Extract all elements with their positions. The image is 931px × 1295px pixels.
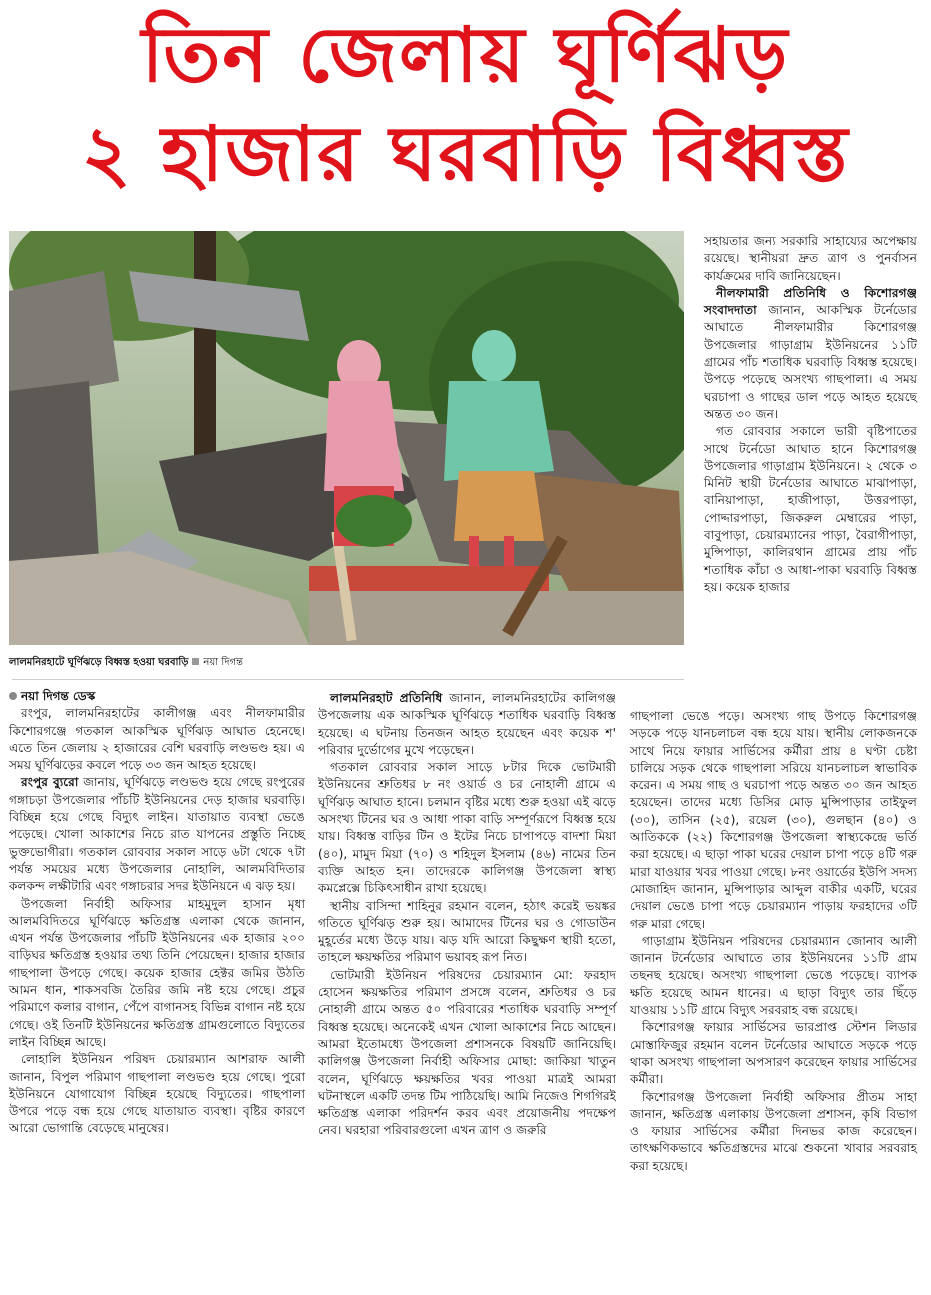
storm-damage-photo-art	[9, 231, 684, 645]
divider	[12, 679, 684, 680]
paragraph: উপজেলা নির্বাহী অফিসার মাহমুদুল হাসান মৃধা আলমবিদিতরে ঘূর্ণিঝড়ে ক্ষতিগ্রস্ত এলাকা থেকে জানান, এখন পর্যন্ত উপজেলার পাঁচটি ইউনিয়নের এক হাজার ২০০ বাড়িঘর ক্ষতিগ্রস্ত হওয়ার তথ্য তিনি পেয়েছেন। হাজার হাজার গাছপালা উপড়ে গেছে। কয়েক হাজার হেক্টর জমির উঠতি আমন ধান, শাকসবজি তৈরির জমি নষ্ট হয়ে গেছে। প্রচুর পরিমাণে কলার বাগান, পেঁপে বাগানসহ বিভিন্ন বাগান নষ্ট হয়ে গেছে। ওই তিনটি ইউনিয়নের ক্ষতিগ্রস্ত গ্রামগুলোতে বিদ্যুতের লাইন বিচ্ছিন্ন আছে।	[9, 896, 305, 1049]
paragraph: রংপুর, লালমনিরহাটের কালীগঞ্জ এবং নীলফামারীর কিশোরগঞ্জে গতকাল আকস্মিক ঘূর্ণিঝড় আঘাত হেনেছে। এতে তিন জেলায় ২ হাজারের বেশি ঘরবাড়ি লণ্ডভণ্ড হয়। এ সময় ঘূর্ণিঝড়ের কবলে পড়ে ৩৩ জন আহত হয়েছে।	[9, 706, 305, 773]
byline: নীলফামারী প্রতিনিধি ও কিশোরগঞ্জ সংবাদদাতা	[704, 285, 917, 318]
byline: রংপুর ব্যুরো	[21, 775, 79, 790]
headline-line-1: তিন জেলায় ঘূর্ণিঝড়	[141, 10, 790, 99]
desk-label-text: নয়া দিগন্ত ডেস্ক	[21, 689, 96, 703]
desk-label	[9, 688, 305, 705]
paragraph: ভোটমারী ইউনিয়ন পরিষদের চেয়ারম্যান মো: ফরহাদ হোসেন ক্ষয়ক্ষতির পরিমাণ প্রসঙ্গে বলেন, শ্রুতিধর ও চর নোহালী গ্রামে অন্তত ৫০ পরিবারের শতাধিক ঘরবাড়ি সম্পূর্ণ বিধ্বস্ত হয়েছে। অনেকেই এখন খোলা আকাশের নিচে আছেন। আমরা ইতোমধ্যে উপজেলা প্রশাসনকে বিষয়টি জানিয়েছি। কালিগঞ্জ উপজেলা নির্বাহী অফিসার মোছা: জাকিয়া খাতুন বলেন, ঘূর্ণিঝড়ে ক্ষয়ক্ষতির খবর পাওয়া মাত্রই আমরা ঘটনাস্থলে একটি তদন্ত টিম পাঠিয়েছি। আমি নিজেও শিগগিরই ক্ষতিগ্রস্ত এলাকা পরিদর্শন করব এবং প্রয়োজনীয় পদক্ষেপ নেব। ঘরহারা পরিবারগুলো এখন ত্রাণ ও জরুরি	[318, 967, 616, 1138]
paragraph: গত রোববার সকালে ভারী বৃষ্টিপাতের সাথে টর্নেডো আঘাত হানে কিশোরগঞ্জ উপজেলার গাড়াগ্রাম ইউনিয়নে। ২ থেকে ৩ মিনিট স্থায়ী টর্নেডোর আঘাতে মাঝাপাড়া, বানিয়াপাড়া, হাজীপাড়া, উত্তরপাড়া, পোদ্দারপাড়া, জিকরুল মেম্বারের পাড়া, বাবুপাড়া, চেয়ারম্যানের পাড়া, বৈরাগীপাড়া, মুন্সিপাড়া, কালিরথান গ্রামের প্রায় পাঁচ শতাধিক কাঁচা ও আধা-পাকা ঘরবাড়ি বিধ্বস্ত হয়। কয়েক হাজার	[704, 424, 917, 594]
caption-credit: নয়া দিগন্ত	[203, 657, 243, 668]
paragraph: গতকাল রোববার সকাল সাড়ে ৮টার দিকে ভোটমারী ইউনিয়নের শ্রুতিধর ৮ নং ওয়ার্ড ও চর নোহালী গ্রামে এ ঘূর্ণিঝড় আঘাত হানে। চলমান বৃষ্টির মধ্যে শুরু হওয়া এই ঝড়ে অসংখ্য টিনের ঘর ও আধা পাকা বাড়ি সম্পূর্ণরূপে বিধ্বস্ত হয়ে যায়। বিধ্বস্ত বাড়ির টিন ও ইটের নিচে চাপাপড়ে বাদশা মিয়া (৪০), মামুদ মিয়া (৭০) ও শহিদুল ইসলাম (৪৬) নামের তিন ব্যক্তি আহত হন। তাদেরকে কালিগঞ্জ উপজেলা স্বাস্থ্য কমপ্লেক্সে চিকিৎসাধীন রাখা হয়েছে।	[318, 760, 616, 896]
square-icon	[192, 658, 199, 665]
paragraph: কিশোরগঞ্জ ফায়ার সার্ভিসের ভারপ্রাপ্ত স্টেশন লিডার মোস্তাফিজুর রহমান বলেন টর্নেডোর আঘাতে সড়কে পড়ে থাকা অসংখ্য গাছপালা অপসারণ করেছেন ফায়ার সার্ভিসের কর্মীরা।	[630, 1020, 917, 1087]
headline	[0, 6, 931, 204]
article-column-2	[318, 690, 616, 1140]
photo-caption	[9, 652, 684, 674]
paragraph: স্থানীয় বাসিন্দা শাহিনুর রহমান বলেন, হঠাৎ করেই ভয়ঙ্কর গতিতে ঘূর্ণিঝড় শুরু হয়। আমাদের টিনের ঘর ও গোডাউন মুহূর্তের মধ্যে উড়ে যায়। ঝড় যদি আরো কিছুক্ষণ স্থায়ী হতো, তাহলে ক্ষয়ক্ষতির পরিমাণ ভয়াবহ রূপ নিত।	[318, 898, 616, 965]
paragraph-text: জানান, লালমনিরহাটের কালিগঞ্জ উপজেলায় এক আকস্মিক ঘূর্ণিঝড়ে শতাধিক ঘরবাড়ি বিধ্বস্ত হয়েছে। এ ঘটনায় তিনজন আহত হয়েছেন এবং কয়েক শ' পরিবার দুর্ভোগের মুখে পড়েছেন।	[318, 691, 617, 757]
article-column-1	[9, 688, 305, 1138]
paragraph	[318, 690, 616, 759]
headline-line-2: ২ হাজার ঘরবাড়ি বিধ্বস্ত	[81, 109, 850, 198]
paragraph-text: জানায়, ঘূর্ণিঝড়ে লণ্ডভণ্ড হয়ে গেছে রংপুরের গঙ্গাচড়া উপজেলার পাঁচটি ইউনিয়নের দেড় হাজার ঘরবাড়ি। বিচ্ছিন্ন হয়ে গেছে বিদ্যুৎ লাইন। যাতায়াত ব্যবস্থা ভেঙে পড়েছে। খোলা আকাশের নিচে রাত যাপনের প্রস্তুতি নিচ্ছে ভুক্তভোগীরা। গতকাল রোববার সকাল সাড়ে ৬টা থেকে ৭টা পর্যন্ত সময়ের মধ্যে উপজেলার নোহালি, আলমবিদিতার কলকন্দ লক্ষীটারি এবং গঙ্গাচরার সদর ইউনিয়নে এ ঝড় হয়।	[9, 775, 305, 894]
byline: লালমনিরহাট প্রতিনিধি	[330, 691, 443, 705]
paragraph: লোহালি ইউনিয়ন পরিষদ চেয়ারম্যান আশরাফ আলী জানান, বিপুল পরিমাণ গাছপালা লণ্ডভণ্ড হয়ে গেছে। পুরো ইউনিয়নে যোগাযোগ বিচ্ছিন্ন হয়েছে বিদ্যুতের। গাছপালা উপরে পড়ে বন্ধ হয়ে গেছে যাতায়াত ব্যবস্থা। বৃষ্টির কারণে আরো ভোগান্তি বেড়েছে মানুষের।	[9, 1052, 305, 1136]
storm-damage-photo	[9, 231, 684, 645]
paragraph: গাছপালা ভেঙে পড়ে। অসংখ্য গাছ উপড়ে কিশোরগঞ্জ সড়কে পড়ে যানচলাচল বন্ধ হয়ে যায়। স্থানীয় লোকজনকে সাথে নিয়ে ফায়ার সার্ভিসের কর্মীরা প্রায় ৪ ঘণ্টা চেষ্টা চালিয়ে সড়ক থেকে গাছপালা সরিয়ে যানচলাচল স্বাভাবিক করেন। এ সময় গাছ ও ঘরচাপা পড়ে অন্তত ৩০ জন আহত হয়েছেন। তাদের মধ্যে ডিসির মোড় মুন্সিপাড়ার তাইফুল (৩০), তাসিন (২৫), রয়েল (৩০), গুলছান (৪০) ও আতিককে (২২) কিশোরগঞ্জ উপজেলা স্বাস্থ্যকেন্দ্রে ভর্তি করা হয়েছে। এ ছাড়া পাকা ঘরের দেয়াল চাপা পড়ে ৪টি গরু মারা যাওয়ার খবর পাওয়া গেছে। ৮নং ওয়ার্ডের ইউপি সদস্য মোজাহিদ জানান, মুন্সিপাড়ার আব্দুল বাকীর একটি, ঘরের দেয়াল ভেঙে চাপা পড়ে চেয়ারম্যান পাড়ায় ফরহাদের ৩টি গরু মারা গেছে।	[630, 709, 917, 931]
paragraph: গাড়াগ্রাম ইউনিয়ন পরিষদের চেয়ারম্যান জোনাব আলী জানান টর্নেডোর আঘাতে তার ইউনিয়নের ১১টি গ্রাম তছনছ হয়েছে। অসংখ্য গাছপালা ভেঙে পড়েছে। ব্যাপক ক্ষতি হয়েছে আমন ধানের। এ ছাড়া বিদ্যুৎ তার ছিঁড়ে যাওয়ায় ১১টি গ্রামে বিদ্যুৎ সরবরাহ বন্ধ রয়েছে।	[630, 933, 917, 1018]
caption-text: লালমনিরহাটে ঘূর্ণিঝড়ে বিধ্বস্ত হওয়া ঘরবাড়ি	[9, 657, 189, 668]
paragraph: কিশোরগঞ্জ উপজেলা নির্বাহী অফিসার প্রীতম সাহা জানান, ক্ষতিগ্রস্ত এলাকায় উপজেলা প্রশাসন, কৃষি বিভাগ ও ফায়ার সার্ভিসের কর্মীরা দিনভর কাজ করেছেন। তাৎক্ষণিকভাবে ক্ষতিগ্রস্তদের মাঝে শুকনো খাবার সরবরাহ করা হয়েছে।	[630, 1089, 917, 1173]
paragraph: সহায়তার জন্য সরকারি সাহায্যের অপেক্ষায় রয়েছে। স্থানীয়রা দ্রুত ত্রাণ ও পুনর্বাসন কার্যক্রমের দাবি জানিয়েছেন।	[704, 234, 917, 283]
bullet-icon	[9, 692, 17, 700]
article-column-3-bottom	[630, 708, 917, 1175]
paragraph	[9, 774, 305, 895]
article-column-3-top	[704, 233, 917, 596]
paragraph	[704, 285, 917, 423]
paragraph-text: জানান, আকস্মিক টর্নেডোর আঘাতে নীলফামারীর কিশোরগঞ্জ উপজেলার গাড়াগ্রাম ইউনিয়নের ১১টি গ্রামের পাঁচ শতাধিক ঘরবাড়ি বিধ্বস্ত হয়েছে। উপড়ে পড়েছে অসংখ্য গাছপালা। এ সময় ঘরচাপা ও গাছের ডাল পড়ে আহত হয়েছে অন্তত ৩০ জন।	[704, 303, 917, 421]
